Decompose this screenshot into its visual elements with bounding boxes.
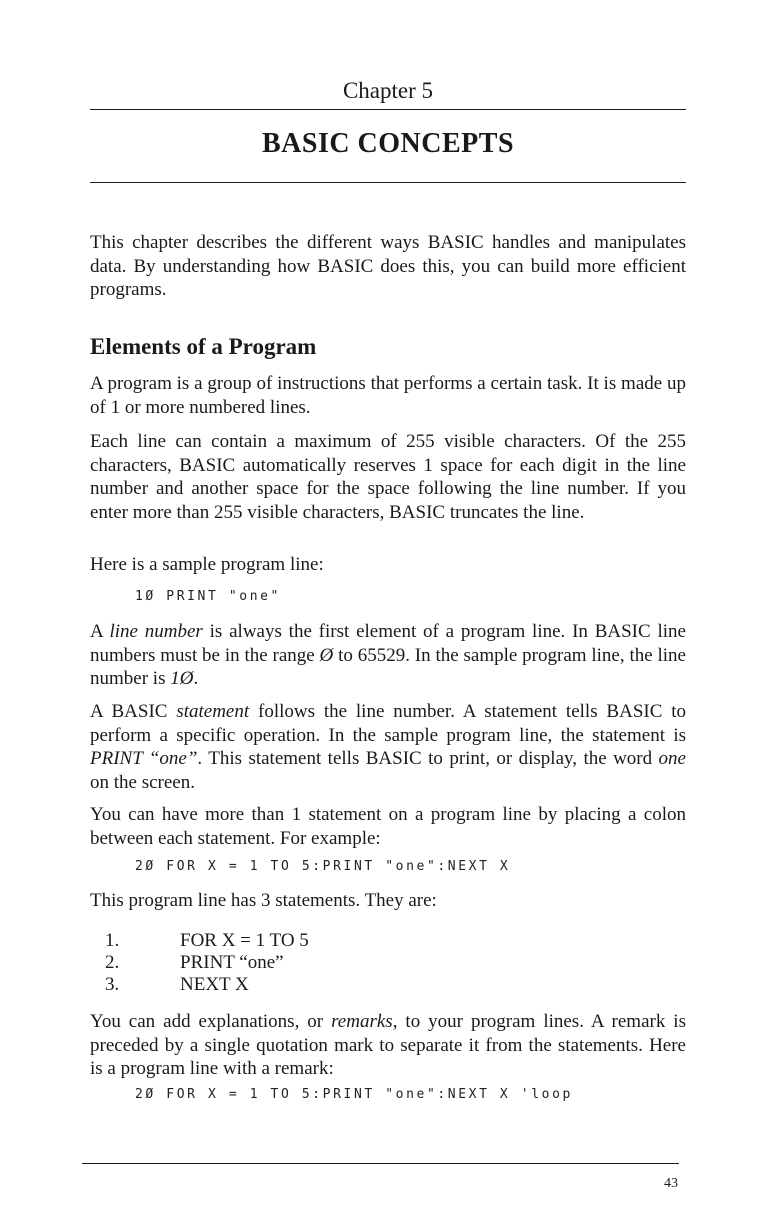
chapter-label: Chapter 5 bbox=[342, 78, 434, 103]
term-remarks: remarks bbox=[331, 1011, 393, 1032]
paragraph-statement-count: This program line has 3 statements. They are: bbox=[90, 890, 437, 911]
header-rule-bottom bbox=[90, 182, 686, 183]
code-with-remark: 2Ø FOR X = 1 TO 5:PRINT "one":NEXT X 'loop bbox=[135, 1087, 573, 1102]
intro-paragraph: This chapter describes the different ways BASIC handles and manipulates data. By understanding how BASIC does this, you can build more efficient programs. bbox=[90, 232, 686, 300]
paragraph-sample-intro: Here is a sample program line: bbox=[90, 554, 324, 575]
chapter-title: BASIC CONCEPTS bbox=[261, 128, 515, 159]
footer-rule bbox=[82, 1163, 679, 1164]
paragraph-program-definition: A program is a group of instructions that performs a certain task. It is made up of 1 or more numbered lines. bbox=[90, 373, 686, 418]
term-statement: statement bbox=[176, 701, 250, 722]
paragraph-line-number: A line number is always the first element of a program line. In BASIC line numbers must be in the range Ø to 65529. In the sample program line, the line number is 1Ø. bbox=[90, 621, 686, 689]
code-sample-line: 1Ø PRINT "one" bbox=[135, 589, 281, 604]
list-item: 1. FOR X = 1 TO 5 bbox=[105, 930, 309, 951]
paragraph-line-limits: Each line can contain a maximum of 255 visible characters. Of the 255 characters, BASIC automatically reserves 1 space for each digit in the line number and another space for the space following the line number. If you enter more than 255 visible characters, BASIC truncates the line. bbox=[90, 431, 686, 523]
list-item: 3. NEXT X bbox=[105, 974, 249, 995]
paragraph-remarks: You can add explanations, or remarks, to your program lines. A remark is preceded by a single quotation mark to separate it from the statements. Here is a program line with a remark: bbox=[90, 1011, 686, 1079]
page-number: 43 bbox=[664, 1176, 678, 1191]
section-heading: Elements of a Program bbox=[90, 334, 317, 359]
paragraph-multiple-statements: You can have more than 1 statement on a program line by placing a colon between each statement. For example: bbox=[90, 804, 686, 849]
paragraph-statement: A BASIC statement follows the line number. A statement tells BASIC to perform a specific operation. In the sample program line, the statement is PRINT “one”. This statement tells BASIC to print, or display, the word one on the screen. bbox=[90, 701, 687, 793]
term-line-number: line number bbox=[109, 621, 203, 642]
header-rule-top bbox=[90, 109, 686, 110]
code-multi-statement: 2Ø FOR X = 1 TO 5:PRINT "one":NEXT X bbox=[135, 859, 511, 874]
list-item: 2. PRINT “one” bbox=[105, 952, 284, 973]
